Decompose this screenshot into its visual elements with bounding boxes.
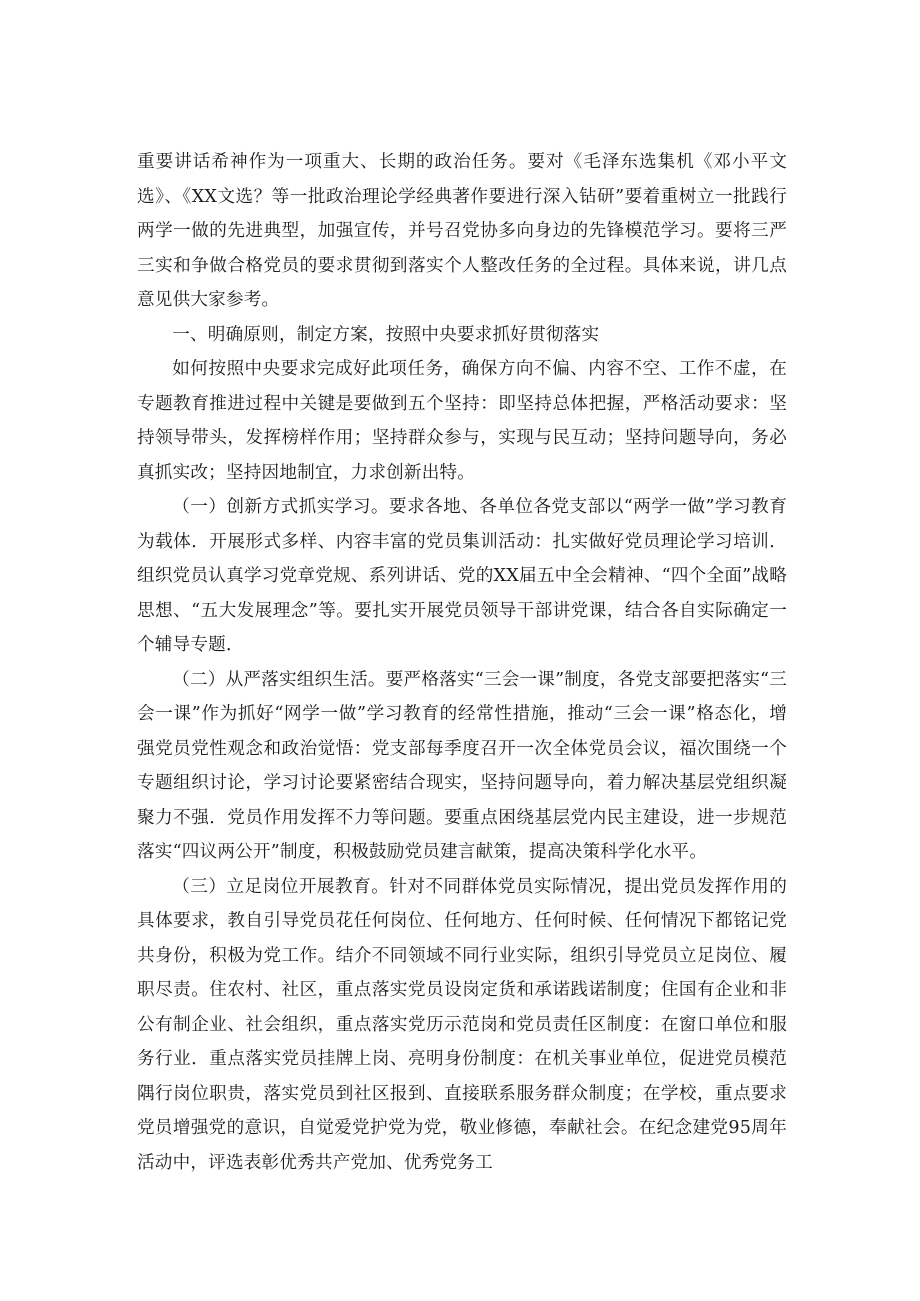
paragraph-continuation: 重要讲话希神作为一项重大、长期的政治任务。要对《毛泽东选集机《邓小平文选》、《XX文选？等一批政治理论学经典著作要进行深入钻研”要着重树立一批践行两学一做的先进典型，加强宣传，并号召党协多向身边的先锋模范学习。要将三严三实和争做合格党员的要求贯彻到落实个人整改任务的全过程。具体来说，讲几点意见供大家参考。 — [137, 152, 787, 310]
section-heading: 一、明确原则，制定方案，按照中央要求抓好贯彻落实 — [172, 324, 600, 345]
document-body — [137, 145, 787, 1180]
paragraph-principles: 如何按照中央要求完成好此项任务，确保方向不偏、内容不空、工作不虚，在专题教育推进过程中关键是要做到五个坚持：即坚持总体把握，严格活动要求：坚持领导带头，发挥榜样作用；坚持群众参与，实现与民互动；坚持问题导向，务必真抓实改；坚持因地制宜，力求创新出特。 — [137, 359, 787, 483]
paragraph-item-2: （二）从严落实组织生活。要严格落实“三会一课”制度，各党支部要把落实“三会一课”作为抓好“网学一做”学习教育的经常性措施，推动“三会一课”格态化，增强党员党性观念和政治觉悟：党支部每季度召开一次全体党员会议，福次围绕一个专题组织讨论，学习讨论要紧密结合现实，坚持问题导向，着力解决基层党组织凝聚力不强．党员作用发挥不力等问题。要重点困绕基层党内民主建设，进一步规范落实“四议两公开”制度，积极鼓励党员建言献策，提高决策科学化水平。 — [137, 669, 787, 862]
paragraph-item-1: （一）创新方式抓实学习。要求各地、各单位各党支部以“两学一做”学习教育为载体．开展形式多样、内容丰富的党员集训活动：扎实做好党员理论学习培训．组织党员认真学习党章党规、系列讲话、党的XX届五中全会精神、“四个全面”战略思想、“五大发展理念”等。要扎实开展党员领导干部讲党课，结合各自实际确定一个辅导专题． — [137, 497, 787, 655]
paragraph-item-3: （三）立足岗位开展教育。针对不同群体党员实际情况，提出党员发挥作用的具体要求，教自引导党员花任何岗位、任何地方、任何时候、任何情况下都铭记党共身份，积极为党工作。结介不同领域不同行业实际，组织引导党员立足岗位、履职尽责。住农村、社区，重点落实党员设岗定货和承诺践诺制度；住国有企业和非公有制企业、社会组织，重点落实党历示范岗和党员责任区制度：在窗口单位和服务行业．重点落实党员挂牌上岗、亮明身份制度：在机关事业单位，促进党员模范隅行岗位职贵，落实党员到社区报到、直接联系服务群众制度；在学校，重点要求党员增强党的意识，自觉爱党护党为党，敬业修德，奉献社会。在纪念建党95周年活动中，评选表彰优秀共产党加、优秀党务工 — [137, 876, 787, 1173]
